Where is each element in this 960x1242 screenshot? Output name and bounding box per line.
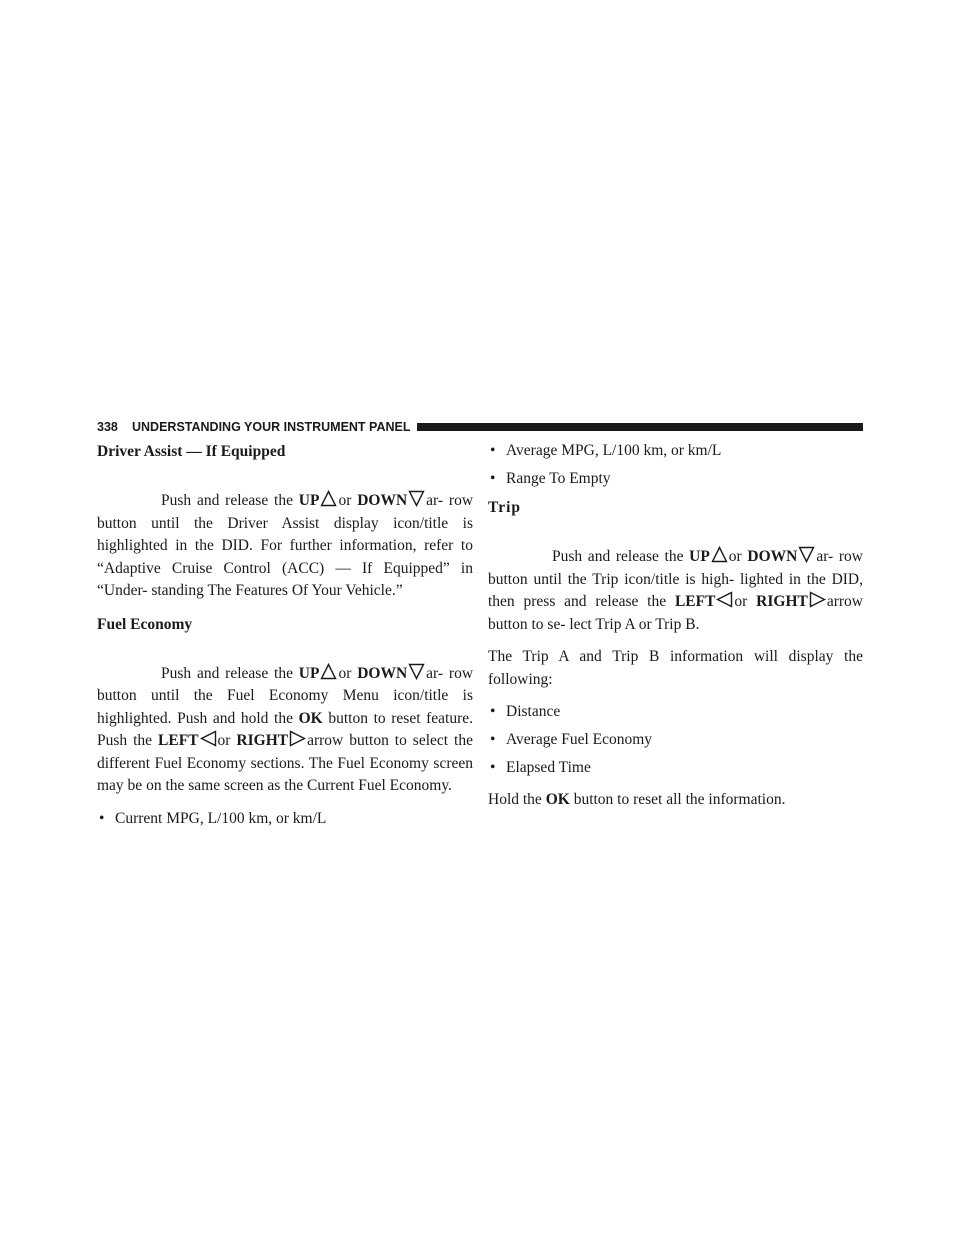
right-column <box>488 440 863 812</box>
header-rule <box>417 423 863 431</box>
reset-paragraph: Hold the OK button to reset all the information. <box>488 791 786 808</box>
list-item: • Current MPG, L/100 km, or km/L <box>99 809 327 827</box>
trip-paragraph: Push and release the UP or DOWN ar- row button until the Trip icon/title is high- lighted in the DID, then press and release the LEFT or RIGHT arrow button to se- lect Trip A or Trip B. <box>488 548 863 633</box>
chapter-title: UNDERSTANDING YOUR INSTRUMENT PANEL <box>132 420 411 434</box>
trip-heading: Trip <box>488 499 521 516</box>
left-column <box>97 440 473 830</box>
down-arrow-icon <box>408 490 425 507</box>
fuel-economy-heading: Fuel Economy <box>97 615 193 633</box>
list-item: • Average Fuel Economy <box>490 731 653 748</box>
left-arrow-icon <box>716 591 733 608</box>
fuel-economy-bullets-right <box>488 440 863 490</box>
right-arrow-icon <box>289 730 306 747</box>
right-arrow-icon <box>809 591 826 608</box>
trip-info-paragraph: The Trip A and Trip B information will display the following: <box>488 648 863 688</box>
list-item: • Elapsed Time <box>490 759 591 776</box>
running-header <box>97 418 863 436</box>
list-item: • Range To Empty <box>490 470 611 487</box>
fuel-economy-paragraph: Push and release the UP or DOWN ar- row button until the Fuel Economy Menu icon/title is highlighted. Push and hold the OK button to reset feature. Push the LEFT or RIGHT arrow button to select the different Fuel Economy sections. The Fuel Economy screen may be on the same screen as the Current Fuel Economy. <box>97 664 474 794</box>
fuel-economy-bullets-left <box>97 808 473 830</box>
driver-assist-heading: Driver Assist — If Equipped <box>97 443 286 460</box>
up-arrow-icon <box>711 546 728 563</box>
up-arrow-icon <box>320 490 337 507</box>
list-item: • Average MPG, L/100 km, or km/L <box>490 442 722 459</box>
list-item: • Distance <box>490 703 561 720</box>
down-arrow-icon <box>408 663 425 680</box>
up-arrow-icon <box>320 663 337 680</box>
driver-assist-paragraph: Push and release the UP or DOWN ar- row button until the Driver Assist display icon/title is highlighted in the DID. For further information, refer to “Adaptive Cruise Control (ACC) — If Equipped” in “Under- standing The Features Of Your Vehicle.” <box>97 492 474 599</box>
left-arrow-icon <box>200 730 217 747</box>
down-arrow-icon <box>798 546 815 563</box>
trip-bullets <box>488 701 863 779</box>
page-number: 338 <box>97 420 118 434</box>
